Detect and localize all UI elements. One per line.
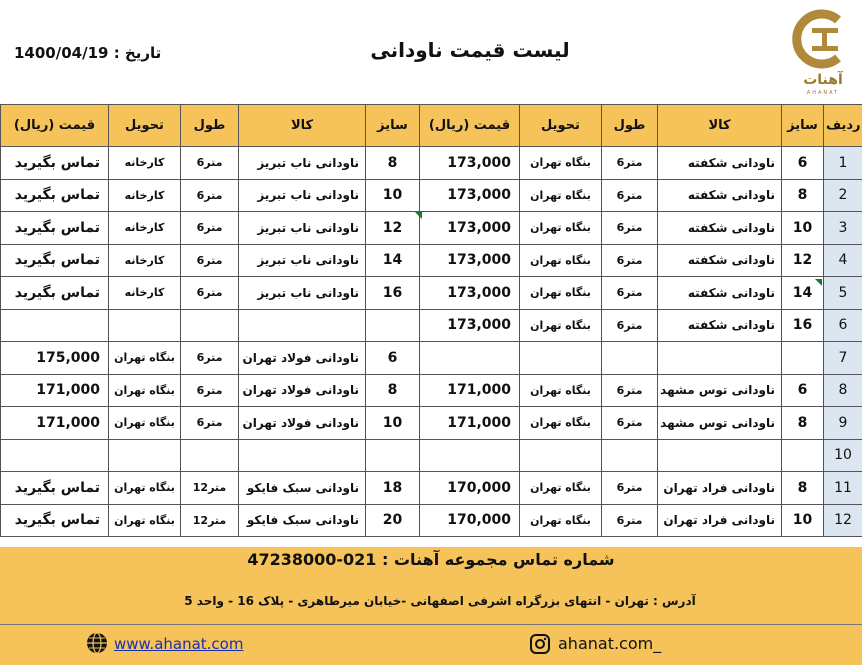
- cell-delivery-right: بنگاه تهران: [520, 277, 602, 310]
- cell-length-right: [602, 342, 658, 375]
- cell-size-right: 8: [782, 407, 824, 440]
- phone-line: شماره تماس مجموعه آهنات : 021-47238000: [247, 550, 615, 569]
- cell-length-right: 6متر: [602, 147, 658, 180]
- globe-icon: [86, 632, 108, 654]
- table-row: [1, 472, 862, 505]
- date-value: 1400/04/19: [14, 44, 109, 62]
- cell-delivery-right: بنگاه تهران: [520, 374, 602, 407]
- cell-length-left: 6متر: [181, 407, 239, 440]
- header-item-left: کالا: [239, 105, 366, 147]
- cell-length-left: 6متر: [181, 244, 239, 277]
- cell-price-right: 171,000: [420, 374, 520, 407]
- cell-delivery-left: کارخانه: [109, 244, 181, 277]
- cell-size-left: 8: [366, 147, 420, 180]
- header-size-left: سایز: [366, 105, 420, 147]
- cell-price-left: [1, 309, 109, 342]
- cell-item-left: ناودانی ناب تبریز: [239, 147, 366, 180]
- table-row: [1, 244, 862, 277]
- cell-size-right: 14: [782, 277, 824, 310]
- cell-size-left: 8: [366, 374, 420, 407]
- cell-length-right: [602, 439, 658, 472]
- table-row: [1, 147, 862, 180]
- cell-item-left: ناودانی ناب تبریز: [239, 244, 366, 277]
- cell-length-left: 6متر: [181, 342, 239, 375]
- cell-item-right: ناودانی شکفته: [658, 147, 782, 180]
- cell-price-right: 171,000: [420, 407, 520, 440]
- cell-comment-marker: [415, 212, 422, 219]
- cell-delivery-left: بنگاه تهران: [109, 504, 181, 537]
- cell-length-left: 6متر: [181, 179, 239, 212]
- logo-name: آهنات: [803, 72, 843, 88]
- cell-item-left: ناودانی ناب تبریز: [239, 212, 366, 245]
- cell-row-number: 6: [824, 309, 862, 342]
- table-row: [1, 374, 862, 407]
- table-row: [1, 342, 862, 375]
- cell-length-right: 6متر: [602, 472, 658, 505]
- cell-price-left: 175,000: [1, 342, 109, 375]
- cell-delivery-right: بنگاه تهران: [520, 244, 602, 277]
- cell-delivery-right: بنگاه تهران: [520, 407, 602, 440]
- cell-delivery-left: کارخانه: [109, 147, 181, 180]
- cell-item-right: ناودانی توس مشهد: [658, 374, 782, 407]
- cell-row-number: 5: [824, 277, 862, 310]
- cell-length-right: 6متر: [602, 212, 658, 245]
- cell-row-number: 3: [824, 212, 862, 245]
- header-price-right: قیمت (ریال): [420, 105, 520, 147]
- table-row: [1, 277, 862, 310]
- cell-item-right: [658, 439, 782, 472]
- page-title: لیست قیمت ناودانی: [370, 38, 570, 62]
- cell-delivery-right: بنگاه تهران: [520, 504, 602, 537]
- cell-item-left: ناودانی فولاد تهران: [239, 407, 366, 440]
- cell-size-left: 10: [366, 179, 420, 212]
- cell-price-right: 173,000: [420, 212, 520, 245]
- cell-length-left: 12متر: [181, 504, 239, 537]
- cell-delivery-left: بنگاه تهران: [109, 374, 181, 407]
- cell-size-left: [366, 309, 420, 342]
- cell-size-left: 12: [366, 212, 420, 245]
- cell-price-left: 171,000: [1, 374, 109, 407]
- cell-length-left: 6متر: [181, 147, 239, 180]
- cell-delivery-left: بنگاه تهران: [109, 342, 181, 375]
- cell-row-number: 2: [824, 179, 862, 212]
- cell-price-right: 173,000: [420, 244, 520, 277]
- cell-size-right: [782, 439, 824, 472]
- cell-price-right: 173,000: [420, 179, 520, 212]
- cell-item-right: ناودانی فراد تهران: [658, 472, 782, 505]
- table-row: [1, 212, 862, 245]
- cell-delivery-right: [520, 439, 602, 472]
- cell-length-right: 6متر: [602, 374, 658, 407]
- header-size-right: سایز: [782, 105, 824, 147]
- website-link[interactable]: www.ahanat.com: [114, 635, 244, 653]
- cell-price-right: 173,000: [420, 277, 520, 310]
- cell-price-left: تماس بگیرید: [1, 147, 109, 180]
- cell-item-right: ناودانی فراد تهران: [658, 504, 782, 537]
- cell-size-left: 20: [366, 504, 420, 537]
- cell-item-right: ناودانی شکفته: [658, 212, 782, 245]
- cell-size-right: 10: [782, 212, 824, 245]
- header-delivery-left: تحویل: [109, 105, 181, 147]
- cell-row-number: 9: [824, 407, 862, 440]
- cell-size-left: [366, 439, 420, 472]
- cell-length-left: [181, 439, 239, 472]
- cell-length-right: 6متر: [602, 277, 658, 310]
- cell-price-left: تماس بگیرید: [1, 504, 109, 537]
- cell-price-left: [1, 439, 109, 472]
- cell-price-left: تماس بگیرید: [1, 179, 109, 212]
- cell-size-left: 10: [366, 407, 420, 440]
- cell-item-left: ناودانی فولاد تهران: [239, 342, 366, 375]
- cell-delivery-right: [520, 342, 602, 375]
- cell-price-right: 170,000: [420, 472, 520, 505]
- cell-delivery-left: بنگاه تهران: [109, 407, 181, 440]
- cell-size-right: 6: [782, 147, 824, 180]
- cell-price-left: تماس بگیرید: [1, 212, 109, 245]
- cell-comment-marker: [815, 279, 822, 286]
- cell-length-right: 6متر: [602, 179, 658, 212]
- cell-price-right: 173,000: [420, 309, 520, 342]
- table-row: [1, 504, 862, 537]
- header-length-left: طول: [181, 105, 239, 147]
- cell-row-number: 8: [824, 374, 862, 407]
- cell-item-right: ناودانی شکفته: [658, 309, 782, 342]
- cell-size-right: 8: [782, 179, 824, 212]
- cell-delivery-right: بنگاه تهران: [520, 472, 602, 505]
- cell-size-left: 16: [366, 277, 420, 310]
- cell-length-right: 6متر: [602, 309, 658, 342]
- footer-divider: [0, 624, 862, 625]
- logo-sub: AHANAT: [806, 90, 840, 96]
- cell-price-left: 171,000: [1, 407, 109, 440]
- cell-delivery-left: [109, 309, 181, 342]
- cell-item-right: [658, 342, 782, 375]
- cell-length-left: [181, 309, 239, 342]
- table-row: [1, 309, 862, 342]
- page-header: [0, 0, 862, 104]
- cell-price-left: تماس بگیرید: [1, 244, 109, 277]
- cell-item-right: ناودانی شکفته: [658, 277, 782, 310]
- cell-row-number: 10: [824, 439, 862, 472]
- cell-length-left: 6متر: [181, 212, 239, 245]
- cell-row-number: 12: [824, 504, 862, 537]
- cell-size-left: 6: [366, 342, 420, 375]
- instagram-icon: [530, 634, 550, 654]
- cell-size-left: 14: [366, 244, 420, 277]
- cell-item-left: ناودانی سبک فایکو: [239, 504, 366, 537]
- address-line: آدرس : تهران - انتهای بزرگراه اشرفی اصفهانی -خیابان میرطاهری - پلاک 16 - واحد 5: [184, 594, 696, 608]
- table-row: [1, 179, 862, 212]
- cell-length-right: 6متر: [602, 407, 658, 440]
- cell-size-left: 18: [366, 472, 420, 505]
- cell-size-right: 10: [782, 504, 824, 537]
- cell-delivery-left: کارخانه: [109, 212, 181, 245]
- cell-item-left: ناودانی ناب تبریز: [239, 277, 366, 310]
- cell-length-right: 6متر: [602, 244, 658, 277]
- cell-delivery-left: بنگاه تهران: [109, 472, 181, 505]
- cell-item-left: ناودانی ناب تبریز: [239, 179, 366, 212]
- cell-delivery-right: بنگاه تهران: [520, 212, 602, 245]
- header-radif: ردیف: [824, 105, 862, 147]
- cell-size-right: 8: [782, 472, 824, 505]
- cell-item-right: ناودانی توس مشهد: [658, 407, 782, 440]
- cell-item-left: ناودانی سبک فایکو: [239, 472, 366, 505]
- date-label: تاریخ :: [113, 44, 162, 62]
- cell-row-number: 4: [824, 244, 862, 277]
- price-table: [0, 104, 862, 537]
- cell-delivery-right: بنگاه تهران: [520, 309, 602, 342]
- cell-price-right: [420, 342, 520, 375]
- cell-price-left: تماس بگیرید: [1, 472, 109, 505]
- header-delivery-right: تحویل: [520, 105, 602, 147]
- cell-delivery-left: کارخانه: [109, 179, 181, 212]
- cell-price-right: 170,000: [420, 504, 520, 537]
- cell-item-right: ناودانی شکفته: [658, 179, 782, 212]
- logo-mark-icon: [790, 6, 856, 72]
- cell-delivery-left: [109, 439, 181, 472]
- cell-item-left: ناودانی فولاد تهران: [239, 374, 366, 407]
- cell-length-left: 6متر: [181, 277, 239, 310]
- header-length-right: طول: [602, 105, 658, 147]
- cell-length-left: 12متر: [181, 472, 239, 505]
- cell-row-number: 7: [824, 342, 862, 375]
- header-price-left: قیمت (ریال): [1, 105, 109, 147]
- cell-price-left: تماس بگیرید: [1, 277, 109, 310]
- cell-price-right: [420, 439, 520, 472]
- cell-length-left: 6متر: [181, 374, 239, 407]
- cell-item-right: ناودانی شکفته: [658, 244, 782, 277]
- cell-item-left: [239, 439, 366, 472]
- ahanat-logo: [790, 6, 856, 98]
- instagram-handle: ahanat.com_: [558, 634, 662, 653]
- cell-length-right: 6متر: [602, 504, 658, 537]
- cell-size-right: [782, 342, 824, 375]
- cell-price-right: 173,000: [420, 147, 520, 180]
- cell-delivery-right: بنگاه تهران: [520, 147, 602, 180]
- cell-row-number: 11: [824, 472, 862, 505]
- cell-size-right: 16: [782, 309, 824, 342]
- table-row: [1, 439, 862, 472]
- cell-item-left: [239, 309, 366, 342]
- cell-delivery-left: کارخانه: [109, 277, 181, 310]
- cell-delivery-right: بنگاه تهران: [520, 179, 602, 212]
- cell-size-right: 6: [782, 374, 824, 407]
- header-item-right: کالا: [658, 105, 782, 147]
- table-header-row: [1, 105, 862, 147]
- table-row: [1, 407, 862, 440]
- cell-row-number: 1: [824, 147, 862, 180]
- cell-size-right: 12: [782, 244, 824, 277]
